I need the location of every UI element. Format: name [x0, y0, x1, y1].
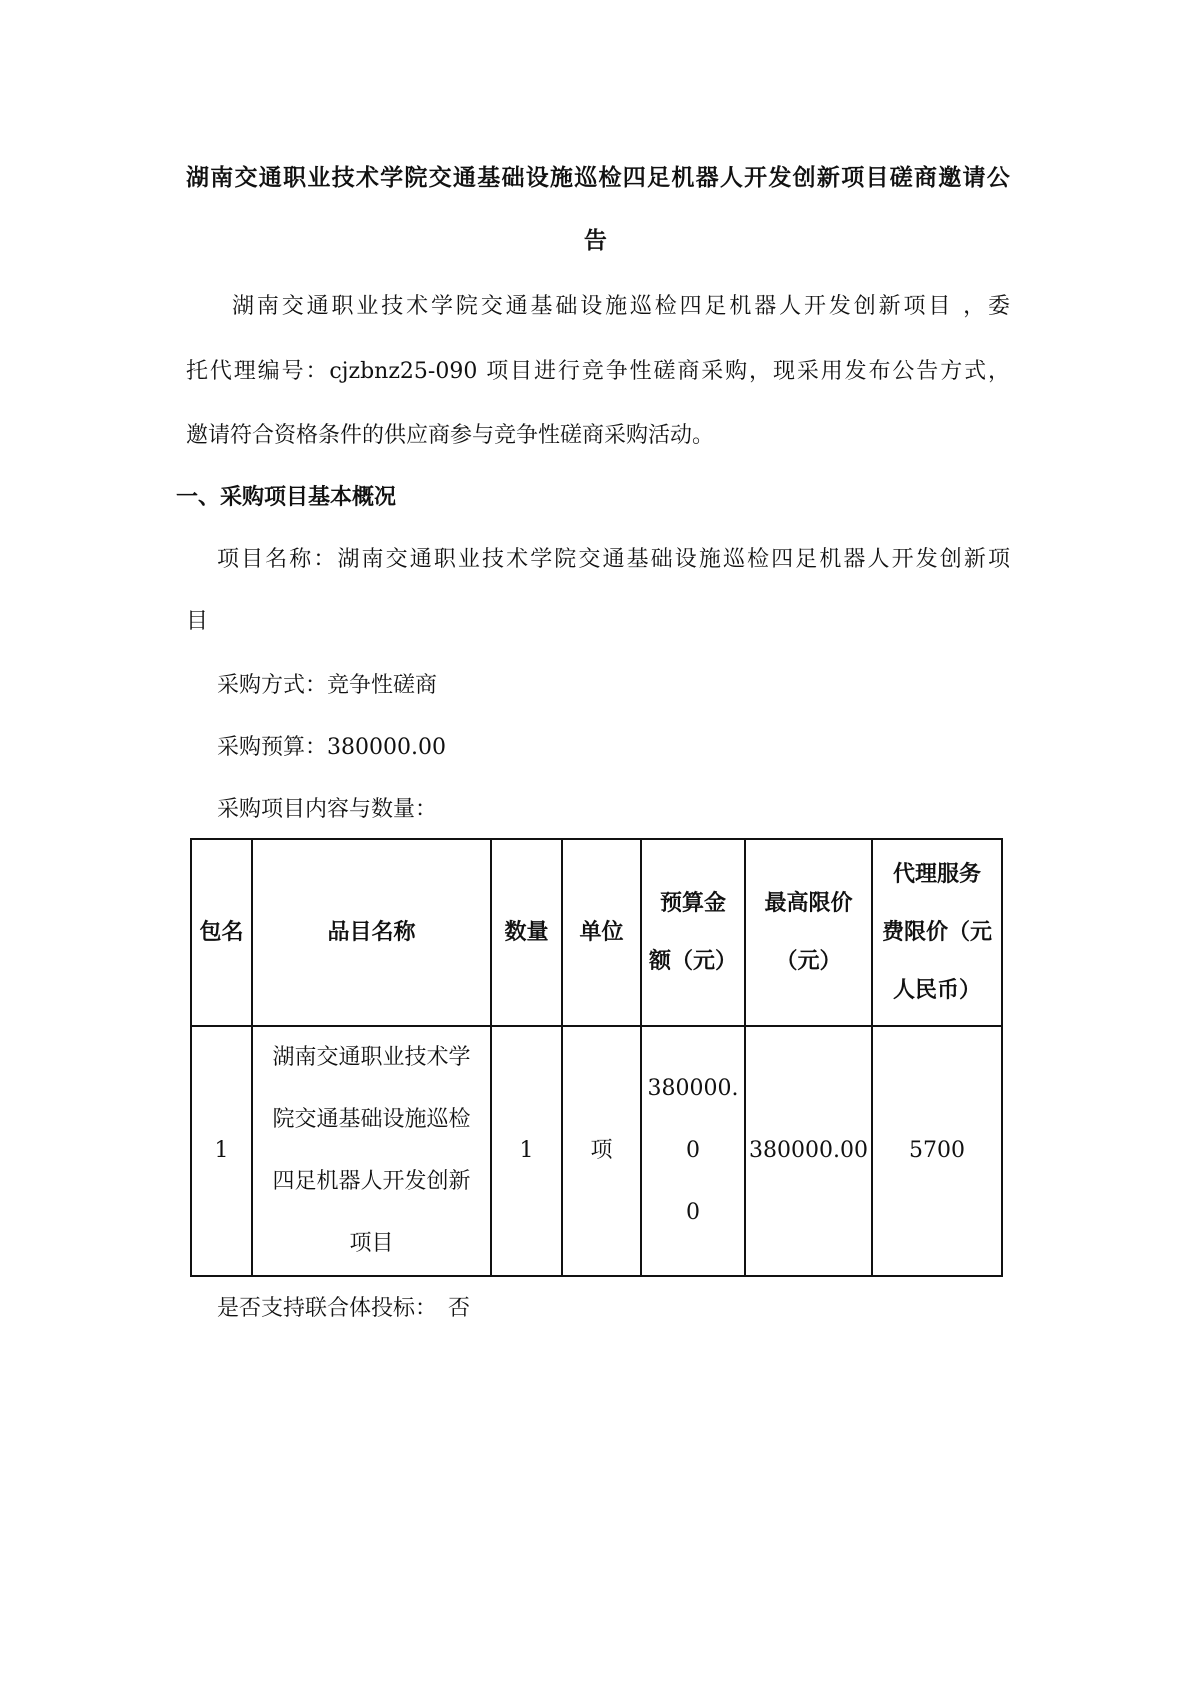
section-heading-basic-overview: 一、采购项目基本概况 — [176, 485, 397, 510]
cell-package: 1 — [191, 1026, 252, 1276]
project-name-line-2: 目 — [186, 609, 209, 634]
header-agency-fee-limit: 代理服务 费限价（元 人民币） — [872, 839, 1002, 1026]
cell-budget-amount: 380000.0 0 — [641, 1026, 745, 1276]
table-header-row — [191, 839, 1002, 1026]
header-max-price: 最高限价 （元） — [745, 839, 872, 1026]
cell-unit: 项 — [562, 1026, 641, 1276]
cell-item-name: 湖南交通职业技术学 院交通基础设施巡检 四足机器人开发创新 项目 — [252, 1026, 491, 1276]
procurement-method: 采购方式：竞争性磋商 — [217, 673, 438, 698]
cell-quantity: 1 — [491, 1026, 562, 1276]
document-title-line-1: 湖南交通职业技术学院交通基础设施巡检四足机器人开发创新项目磋商邀请公 — [186, 165, 1010, 191]
cell-max-price: 380000.00 — [745, 1026, 872, 1276]
header-item-name: 品目名称 — [252, 839, 491, 1026]
document-title-line-2: 告 — [583, 228, 608, 254]
procurement-items-table — [190, 838, 1003, 1277]
cell-agency-fee-limit: 5700 — [872, 1026, 1002, 1276]
intro-line-1: 湖南交通职业技术学院交通基础设施巡检四足机器人开发创新项目 ，委 — [232, 294, 1010, 319]
consortium-bidding-support: 是否支持联合体投标： 否 — [217, 1296, 471, 1321]
header-budget-amount: 预算金 额（元） — [641, 839, 745, 1026]
procurement-budget: 采购预算：380000.00 — [217, 735, 446, 760]
header-quantity: 数量 — [491, 839, 562, 1026]
intro-line-3: 邀请符合资格条件的供应商参与竞争性磋商采购活动。 — [186, 423, 715, 448]
project-name-line-1: 项目名称：湖南交通职业技术学院交通基础设施巡检四足机器人开发创新项 — [217, 547, 1010, 572]
table-row — [191, 1026, 1002, 1276]
intro-line-2: 托代理编号：cjzbnz25-090 项目进行竞争性磋商采购，现采用发布公告方式， — [186, 359, 1010, 384]
header-unit: 单位 — [562, 839, 641, 1026]
header-package: 包名 — [191, 839, 252, 1026]
procurement-content-label: 采购项目内容与数量： — [217, 797, 438, 822]
